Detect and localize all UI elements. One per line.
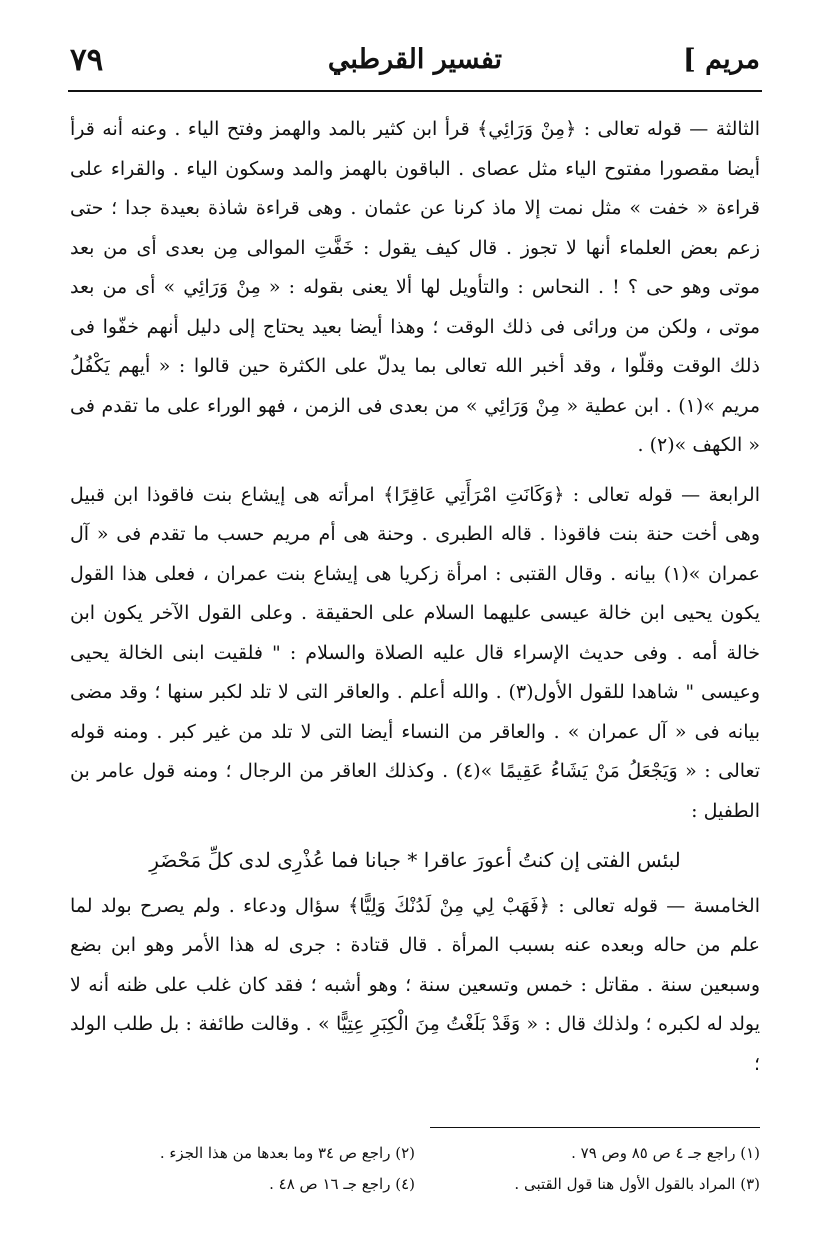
footnotes — [70, 1138, 760, 1200]
header-divider — [68, 90, 762, 92]
footnote-3: (٣) المراد بالقول الأول هنا قول القتبى . — [514, 1175, 760, 1193]
footnote-4: (٤) راجع جـ ١٦ ص ٤٨ . — [269, 1175, 415, 1193]
surah-name: مريم ] — [682, 44, 760, 75]
paragraph-fourth: الرابعة — قوله تعالى : ﴿وَكَانَتِ امْرَأَتِي عَاقِرًا﴾ امرأته هى إيشاع بنت فاقوذا ابن قبيل وهى أخت حنة بنت فاقوذا . قاله الطبرى . وحنة هى أم مريم حسب ما تقدم فى « آل عمران »(١) بيانه . وقال القتبى : امرأة زكريا هى إيشاع بنت عمران ، فعلى هذا القول يكون يحيى ابن خالة عيسى عليهما السلام على الحقيقة . وعلى القول الآخر يكون ابن خالة أمه . وفى حديث الإسراء قال عليه الصلاة والسلام : " فلقيت ابنى الخالة يحيى وعيسى " شاهدا للقول الأول(٣) . والله أعلم . والعاقر التى لا تلد لكبر سنها ؛ وقد مضى بيانه فى « آل عمران » . والعاقر من النساء أيضا التى لا تلد من غير كبر . ومنه قوله تعالى : « وَيَجْعَلُ مَنْ يَشَاءُ عَقِيمًا »(٤) . وكذلك العاقر من الرجال ؛ ومنه قول عامر بن الطفيل : — [70, 483, 761, 822]
poetry-verse: لبئس الفتى إن كنتُ أعورَ عاقرا * جبانا فما عُذْرِى لدى كلِّ مَحْضَرِ — [149, 848, 681, 872]
page-number: ٧٩ — [70, 42, 104, 78]
page-body — [70, 110, 760, 1094]
book-title: تفسير القرطبي — [327, 44, 503, 75]
paragraph-fifth: الخامسة — قوله تعالى : ﴿فَهَبْ لِي مِنْ لَدُنْكَ وَلِيًّا﴾ سؤال ودعاء . ولم يصرح بولد لما علم من حاله وبعده عنه بسبب المرأة . قال قتادة : جرى له هذا الأمر وهو ابن بضع وسبعين سنة . مقاتل : خمس وتسعين سنة ؛ وهو أشبه ؛ فقد كان غلب على ظنه أنه لا يولد له لكبره ؛ ولذلك قال : « وَقَدْ بَلَغْتُ مِنَ الْكِبَرِ عِتِيًّا » . وقالت طائفة : بل طلب الولد ؛ — [70, 894, 760, 1075]
footnote-divider — [430, 1127, 760, 1128]
footnote-2: (٢) راجع ص ٣٤ وما بعدها من هذا الجزء . — [159, 1144, 415, 1162]
page-header — [70, 38, 760, 88]
footnote-1: (١) راجع جـ ٤ ص ٨٥ وص ٧٩ . — [571, 1144, 760, 1162]
paragraph-third: الثالثة — قوله تعالى : ﴿مِنْ وَرَائِي﴾ قرأ ابن كثير بالمد والهمز وفتح الياء . وعنه أنه قرأ أيضا مقصورا مفتوح الياء مثل عصاى . الباقون بالهمز والمد وسكون الياء . والقراء على قراءة « خفت » مثل نمت إلا ماذ كرنا عن عثمان . وهى قراءة شاذة بعيدة جدا ؛ حتى زعم بعض العلماء أنها لا تجوز . قال كيف يقول : خَفَّتِ الموالى مِن بعدى أى من بعد موتى وهو حى ؟ ! . النحاس : والتأويل لها ألا يعنى بقوله : « مِنْ وَرَائِي » أى من بعد موتى ، ولكن من ورائى فى ذلك الوقت ؛ وهذا أيضا بعيد يحتاج إلى دليل أنهم خفّوا فى ذلك الوقت وقلّوا ، وقد أخبر الله تعالى بما يدلّ على الكثرة حين قالوا : « أيهم يَكْفُلُ مريم »(١) . ابن عطية « مِنْ وَرَائِي » من بعدى فى الزمن ، فهو الوراء على ما تقدم فى « الكهف »(٢) . — [70, 118, 761, 456]
